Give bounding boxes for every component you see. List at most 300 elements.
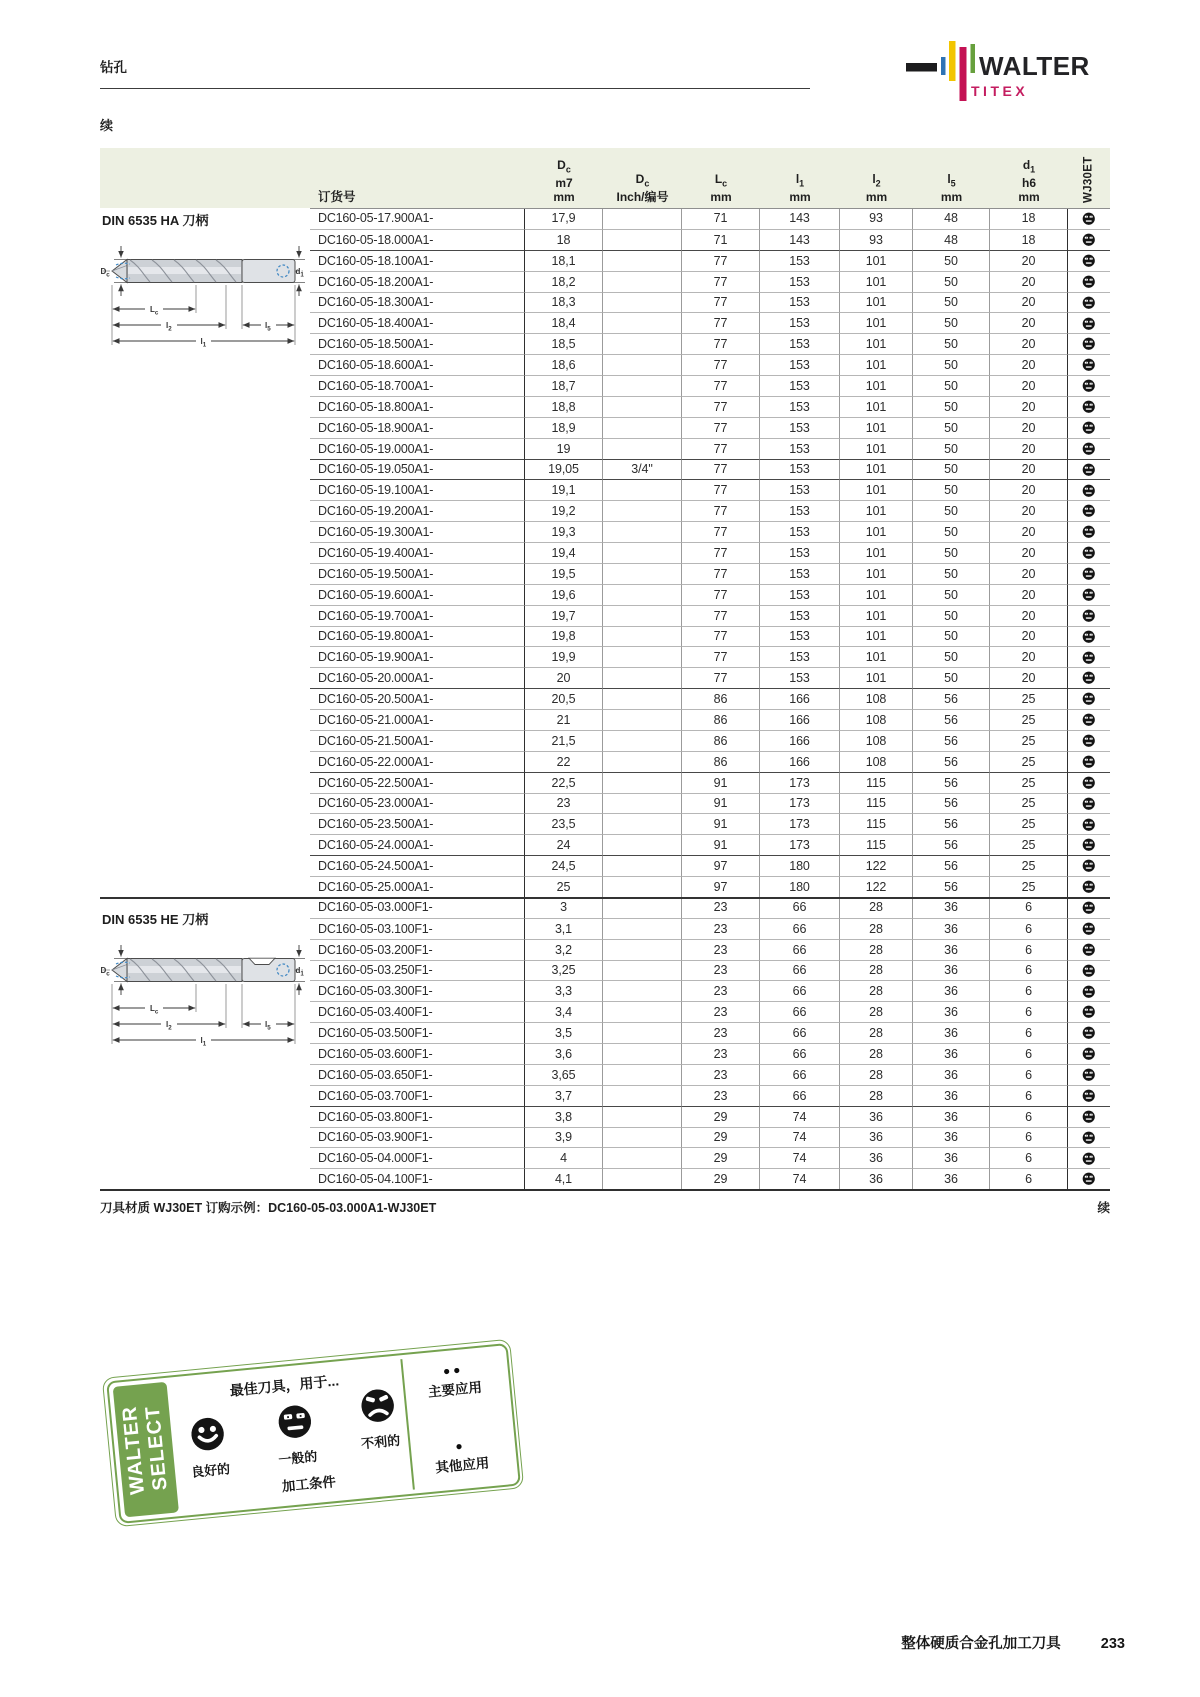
neutral-face-icon [1082, 651, 1096, 665]
walter-select-badge [102, 1339, 524, 1528]
lc-cell: 86 [682, 688, 760, 709]
d1-cell: 20 [990, 542, 1068, 563]
dc-inch-cell [603, 918, 682, 939]
l1-cell: 166 [760, 730, 840, 751]
l2-cell: 108 [840, 688, 913, 709]
header-line: mm [710, 189, 732, 204]
neutral-face-icon [1082, 567, 1096, 581]
dc-inch-cell [603, 521, 682, 542]
l1-cell: 74 [760, 1127, 840, 1148]
order-number-cell: DC160-05-19.200A1- [310, 500, 525, 521]
l2-cell: 122 [840, 876, 913, 897]
drill-diagram-he [100, 940, 310, 1063]
neutral-face-icon [1082, 484, 1096, 498]
dc-inch-cell [603, 479, 682, 500]
l5-cell: 50 [913, 605, 990, 626]
neutral-face-icon [1082, 1026, 1096, 1040]
l2-cell: 101 [840, 646, 913, 667]
dc-mm-cell: 19,5 [525, 563, 603, 584]
svg-text:l5: $l_5$ [265, 321, 271, 333]
grade-cell [1068, 605, 1110, 626]
lc-cell: 77 [682, 271, 760, 292]
l2-cell: 28 [840, 980, 913, 1001]
grade-cell [1068, 292, 1110, 313]
l2-cell: 28 [840, 1022, 913, 1043]
page-footer [901, 1632, 1125, 1653]
l2-cell: 101 [840, 605, 913, 626]
d1-cell: 20 [990, 563, 1068, 584]
table-row [100, 793, 1110, 814]
dc-mm-cell: 4,1 [525, 1168, 603, 1189]
lc-cell: 77 [682, 417, 760, 438]
d1-cell: 6 [990, 1043, 1068, 1064]
dc-mm-cell: 22 [525, 751, 603, 772]
diagram-gutter-cell [100, 730, 310, 751]
order-number-cell: DC160-05-04.000F1- [310, 1147, 525, 1168]
d1-cell: 20 [990, 333, 1068, 354]
d1-cell: 25 [990, 730, 1068, 751]
l5-cell: 36 [913, 918, 990, 939]
dc-mm-cell: 4 [525, 1147, 603, 1168]
other-application-label: 其他应用 [434, 1454, 490, 1475]
dc-inch-cell [603, 1085, 682, 1106]
neutral-face-icon [1082, 296, 1096, 310]
order-number-cell: DC160-05-18.300A1- [310, 292, 525, 313]
order-number-cell: DC160-05-19.300A1- [310, 521, 525, 542]
grade-cell [1068, 208, 1110, 229]
grade-cell [1068, 479, 1110, 500]
table-row [100, 834, 1110, 855]
l1-cell: 166 [760, 709, 840, 730]
lc-cell: 77 [682, 333, 760, 354]
neutral-face-icon [1082, 692, 1096, 706]
column-header-d1 [990, 148, 1068, 208]
neutral-face-icon [1082, 776, 1096, 790]
grade-cell [1068, 960, 1110, 981]
grade-cell [1068, 354, 1110, 375]
diagram-gutter-cell [100, 709, 310, 730]
grade-cell [1068, 229, 1110, 250]
l1-cell: 153 [760, 521, 840, 542]
l1-cell: 166 [760, 688, 840, 709]
grade-cell [1068, 271, 1110, 292]
d1-cell: 25 [990, 834, 1068, 855]
l1-cell: 153 [760, 646, 840, 667]
l5-cell: 36 [913, 939, 990, 960]
grade-cell [1068, 730, 1110, 751]
table-row [100, 813, 1110, 834]
l1-cell: 153 [760, 479, 840, 500]
l2-cell: 28 [840, 918, 913, 939]
d1-cell: 20 [990, 375, 1068, 396]
grade-cell [1068, 1127, 1110, 1148]
header-line: h6 [1021, 176, 1036, 190]
l2-cell: 108 [840, 730, 913, 751]
dc-mm-cell: 24,5 [525, 855, 603, 876]
diagram-gutter-cell [100, 1127, 310, 1148]
order-number-cell: DC160-05-18.400A1- [310, 312, 525, 333]
d1-cell: 18 [990, 208, 1068, 229]
d1-cell: 20 [990, 354, 1068, 375]
header-line: mm [553, 189, 575, 204]
grade-cell [1068, 751, 1110, 772]
condition-average-label: 一般的 [277, 1448, 318, 1467]
table-row [100, 751, 1110, 772]
l1-cell: 66 [760, 1001, 840, 1022]
neutral-face-icon [1082, 1172, 1096, 1186]
neutral-face-icon [1082, 1068, 1096, 1082]
lc-cell: 71 [682, 208, 760, 229]
lc-cell: 29 [682, 1147, 760, 1168]
dc-inch-cell [603, 1001, 682, 1022]
header-line: mm [865, 189, 888, 204]
l5-cell: 50 [913, 271, 990, 292]
grade-cell [1068, 250, 1110, 271]
l1-cell: 66 [760, 918, 840, 939]
dc-mm-cell: 19,7 [525, 605, 603, 626]
order-number-cell: DC160-05-20.000A1- [310, 667, 525, 688]
dc-mm-cell: 19,4 [525, 542, 603, 563]
order-number-cell: DC160-05-03.650F1- [310, 1064, 525, 1085]
l5-cell: 56 [913, 772, 990, 793]
l2-cell: 36 [840, 1127, 913, 1148]
dc-mm-cell: 3,4 [525, 1001, 603, 1022]
l5-cell: 56 [913, 688, 990, 709]
dc-mm-cell: 20 [525, 667, 603, 688]
lc-cell: 77 [682, 605, 760, 626]
l1-cell: 143 [760, 229, 840, 250]
logo-bar-yellow [949, 41, 956, 81]
l5-cell: 50 [913, 667, 990, 688]
column-header-dc-inch [603, 148, 682, 208]
l2-cell: 122 [840, 855, 913, 876]
svg-text:Lc: $L_c$ [150, 1004, 159, 1016]
l5-cell: 36 [913, 1127, 990, 1148]
section-ha [100, 210, 310, 364]
header-line: $D_c$ [557, 158, 571, 175]
good-face-icon [187, 1414, 226, 1453]
header-line: $D_c$ [635, 171, 650, 188]
grade-cell [1068, 897, 1110, 918]
grade-cell [1068, 646, 1110, 667]
order-number-cell: DC160-05-19.100A1- [310, 479, 525, 500]
dc-inch-cell [603, 626, 682, 647]
l2-cell: 108 [840, 709, 913, 730]
table-row [100, 709, 1110, 730]
dc-mm-cell: 3,8 [525, 1106, 603, 1127]
lc-cell: 23 [682, 1022, 760, 1043]
diagram-gutter-cell [100, 646, 310, 667]
dc-inch-cell [603, 584, 682, 605]
dc-mm-cell: 23,5 [525, 813, 603, 834]
d1-cell: 6 [990, 918, 1068, 939]
dc-mm-cell: 22,5 [525, 772, 603, 793]
order-number-cell: DC160-05-24.000A1- [310, 834, 525, 855]
dc-mm-cell: 3,65 [525, 1064, 603, 1085]
column-header-l1 [760, 148, 840, 208]
table-row [100, 1085, 1110, 1106]
neutral-face-icon [1082, 1089, 1096, 1103]
order-number-cell: DC160-05-18.000A1- [310, 229, 525, 250]
lc-cell: 86 [682, 709, 760, 730]
dc-inch-cell [603, 1064, 682, 1085]
dc-inch-cell [603, 354, 682, 375]
dc-mm-cell: 18,3 [525, 292, 603, 313]
d1-cell: 25 [990, 772, 1068, 793]
d1-cell: 6 [990, 1001, 1068, 1022]
l5-cell: 36 [913, 1168, 990, 1189]
grade-cell [1068, 626, 1110, 647]
l1-cell: 153 [760, 438, 840, 459]
grade-cell [1068, 459, 1110, 480]
neutral-face-icon [1082, 212, 1096, 226]
table-row [100, 646, 1110, 667]
l2-cell: 101 [840, 250, 913, 271]
dc-inch-cell [603, 438, 682, 459]
dc-inch-cell [603, 312, 682, 333]
svg-text:d1: $d_1$ [295, 966, 304, 978]
l2-cell: 101 [840, 459, 913, 480]
dc-inch-cell [603, 605, 682, 626]
l1-cell: 153 [760, 542, 840, 563]
diagram-gutter-cell [100, 772, 310, 793]
diagram-gutter-cell [100, 1106, 310, 1127]
l2-cell: 101 [840, 271, 913, 292]
l2-cell: 28 [840, 1043, 913, 1064]
d1-cell: 6 [990, 1106, 1068, 1127]
grade-cell [1068, 375, 1110, 396]
l1-cell: 153 [760, 375, 840, 396]
order-number-cell: DC160-05-03.500F1- [310, 1022, 525, 1043]
dc-inch-cell [603, 834, 682, 855]
l2-cell: 101 [840, 333, 913, 354]
l5-cell: 50 [913, 396, 990, 417]
l1-cell: 153 [760, 667, 840, 688]
svg-text:Dc: $D_c$ [100, 267, 110, 279]
grade-cell [1068, 813, 1110, 834]
badge-title: 最佳刀具，用于... [228, 1371, 340, 1399]
dc-mm-cell: 20,5 [525, 688, 603, 709]
grade-cell [1068, 918, 1110, 939]
diagram-gutter-cell [100, 500, 310, 521]
lc-cell: 86 [682, 730, 760, 751]
grade-cell [1068, 396, 1110, 417]
dc-inch-cell [603, 229, 682, 250]
l2-cell: 101 [840, 667, 913, 688]
order-number-cell: DC160-05-21.000A1- [310, 709, 525, 730]
lc-cell: 77 [682, 563, 760, 584]
table-row [100, 500, 1110, 521]
other-application [410, 1434, 513, 1478]
lc-cell: 77 [682, 667, 760, 688]
neutral-face-icon [1082, 713, 1096, 727]
logo-bar-red [960, 47, 967, 101]
svg-text:l2: $l_2$ [166, 321, 172, 333]
main-application [403, 1358, 506, 1402]
l5-cell: 50 [913, 646, 990, 667]
dc-mm-cell: 17,9 [525, 208, 603, 229]
diagram-gutter-cell [100, 459, 310, 480]
section-label-he: DIN 6535 HE 刀柄 [102, 912, 209, 927]
dc-mm-cell: 18,9 [525, 417, 603, 438]
dc-inch-cell [603, 563, 682, 584]
order-number-cell: DC160-05-03.600F1- [310, 1043, 525, 1064]
l5-cell: 50 [913, 354, 990, 375]
d1-cell: 20 [990, 250, 1068, 271]
diagram-gutter-cell [100, 1147, 310, 1168]
condition-good [177, 1413, 239, 1481]
neutral-face-icon [1082, 609, 1096, 623]
diagram-gutter-cell [100, 375, 310, 396]
table-row [100, 772, 1110, 793]
lc-cell: 77 [682, 396, 760, 417]
lc-cell: 77 [682, 542, 760, 563]
d1-cell: 25 [990, 876, 1068, 897]
l1-cell: 166 [760, 751, 840, 772]
dc-mm-cell: 24 [525, 834, 603, 855]
l1-cell: 180 [760, 855, 840, 876]
dc-mm-cell: 25 [525, 876, 603, 897]
l5-cell: 36 [913, 1106, 990, 1127]
lc-cell: 23 [682, 1085, 760, 1106]
l2-cell: 28 [840, 1001, 913, 1022]
badge-footer-label: 加工条件 [281, 1473, 337, 1494]
l5-cell: 56 [913, 730, 990, 751]
l5-cell: 50 [913, 333, 990, 354]
l1-cell: 173 [760, 834, 840, 855]
header-line: mm [789, 189, 811, 204]
diagram-gutter-cell [100, 793, 310, 814]
neutral-face-icon [1082, 442, 1096, 456]
dc-mm-cell: 21,5 [525, 730, 603, 751]
grade-cell [1068, 1022, 1110, 1043]
table-row [100, 417, 1110, 438]
table-row [100, 459, 1110, 480]
diagram-gutter-cell [100, 479, 310, 500]
main-application-dots: ●● [442, 1361, 464, 1378]
l5-cell: 36 [913, 1001, 990, 1022]
diagram-gutter-cell [100, 688, 310, 709]
l1-cell: 153 [760, 271, 840, 292]
l5-cell: 50 [913, 292, 990, 313]
drill-diagram-ha [100, 241, 310, 364]
lc-cell: 77 [682, 250, 760, 271]
diagram-gutter-cell [100, 626, 310, 647]
dc-inch-cell [603, 709, 682, 730]
material-order-note: 刀具材质 WJ30ET 订购示例：DC160-05-03.000A1-WJ30ET [100, 1201, 437, 1215]
l5-cell: 50 [913, 521, 990, 542]
dc-mm-cell: 18 [525, 229, 603, 250]
diagram-gutter-cell [100, 1064, 310, 1085]
l2-cell: 115 [840, 834, 913, 855]
badge-conditions-panel [166, 1359, 412, 1512]
grade-cell [1068, 1001, 1110, 1022]
dc-inch-cell [603, 855, 682, 876]
diagram-gutter-cell [100, 855, 310, 876]
d1-cell: 6 [990, 1127, 1068, 1148]
neutral-face-icon [1082, 254, 1096, 268]
logo-dash [906, 63, 937, 72]
lc-cell: 29 [682, 1106, 760, 1127]
dc-inch-cell [603, 1043, 682, 1064]
l5-cell: 50 [913, 459, 990, 480]
continued-label-bottom: 续 [1097, 1201, 1110, 1215]
order-number-cell: DC160-05-22.000A1- [310, 751, 525, 772]
dc-mm-cell: 18,7 [525, 375, 603, 396]
diagram-gutter-cell [100, 417, 310, 438]
d1-cell: 20 [990, 667, 1068, 688]
svg-text:l5: $l_5$ [265, 1020, 271, 1032]
header-line: m7 [555, 176, 573, 190]
l2-cell: 36 [840, 1106, 913, 1127]
grade-cell [1068, 834, 1110, 855]
l1-cell: 153 [760, 292, 840, 313]
neutral-face-icon [275, 1402, 314, 1441]
logo-bar-green [971, 44, 976, 73]
grade-cell [1068, 500, 1110, 521]
grade-cell [1068, 584, 1110, 605]
table-footnote-row [100, 1198, 1110, 1216]
dc-inch-cell [603, 417, 682, 438]
lc-cell: 77 [682, 354, 760, 375]
dc-mm-cell: 19,1 [525, 479, 603, 500]
diagram-gutter-cell [100, 1085, 310, 1106]
condition-good-label: 良好的 [190, 1460, 231, 1480]
order-number-cell: DC160-05-18.600A1- [310, 354, 525, 375]
l2-cell: 101 [840, 396, 913, 417]
lc-cell: 97 [682, 876, 760, 897]
order-number-cell: DC160-05-19.800A1- [310, 626, 525, 647]
dc-inch-cell [603, 375, 682, 396]
dc-mm-cell: 19,2 [525, 500, 603, 521]
l2-cell: 115 [840, 793, 913, 814]
d1-cell: 20 [990, 459, 1068, 480]
table-row [100, 479, 1110, 500]
header-line: $l_1$ [795, 171, 805, 188]
dc-inch-cell [603, 396, 682, 417]
dc-mm-cell: 3,7 [525, 1085, 603, 1106]
l2-cell: 101 [840, 542, 913, 563]
neutral-face-icon [1082, 400, 1096, 414]
d1-cell: 20 [990, 500, 1068, 521]
section-he [100, 909, 310, 1063]
l5-cell: 50 [913, 500, 990, 521]
dc-mm-cell: 18,6 [525, 354, 603, 375]
dc-inch-cell: 3/4" [603, 459, 682, 480]
diagram-gutter-cell [100, 438, 310, 459]
table-row [100, 542, 1110, 563]
l2-cell: 101 [840, 584, 913, 605]
lc-cell: 77 [682, 521, 760, 542]
grade-cell [1068, 1168, 1110, 1189]
l1-cell: 66 [760, 1043, 840, 1064]
lc-cell: 77 [682, 375, 760, 396]
dc-inch-cell [603, 876, 682, 897]
neutral-face-icon [1082, 1110, 1096, 1124]
grade-cell [1068, 772, 1110, 793]
neutral-face-icon [1082, 337, 1096, 351]
l1-cell: 74 [760, 1168, 840, 1189]
svg-text:Dc: $D_c$ [100, 966, 110, 978]
dc-mm-cell: 19,6 [525, 584, 603, 605]
l5-cell: 48 [913, 208, 990, 229]
dc-inch-cell [603, 292, 682, 313]
dc-mm-cell: 3,25 [525, 960, 603, 981]
table-row [100, 605, 1110, 626]
grade-cell [1068, 521, 1110, 542]
order-number-cell: DC160-05-24.500A1- [310, 855, 525, 876]
d1-cell: 6 [990, 939, 1068, 960]
